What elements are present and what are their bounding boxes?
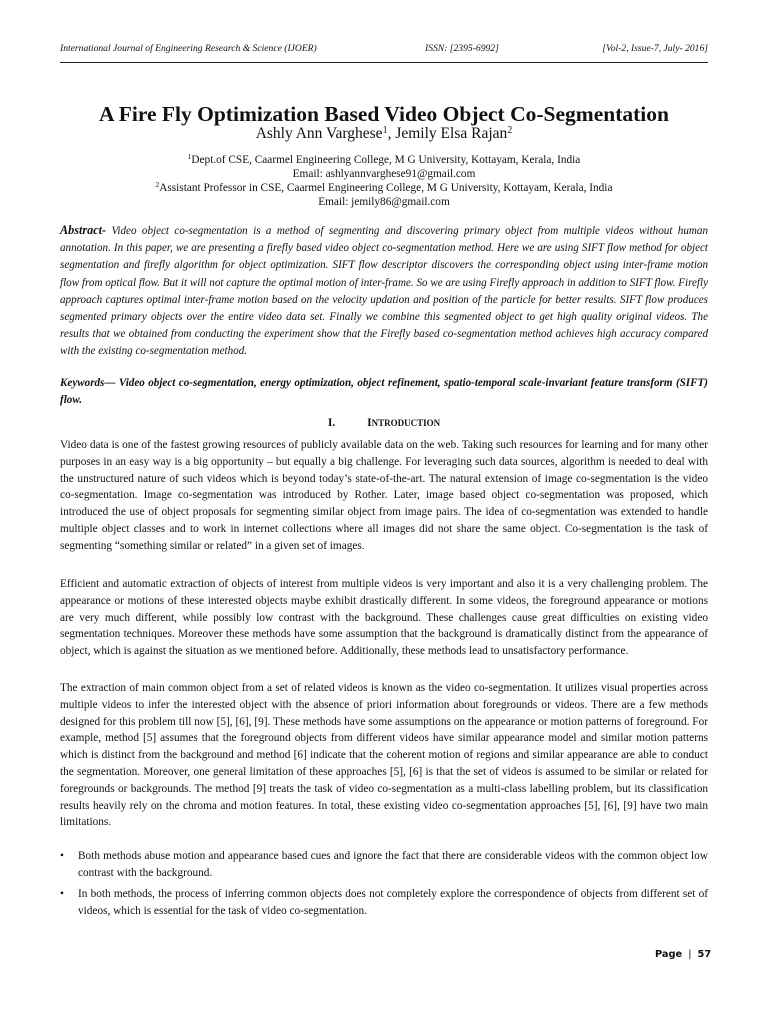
issn: ISSN: [2395-6992] bbox=[425, 43, 499, 54]
affiliation-superscript: 1 bbox=[187, 152, 192, 162]
affiliation-text: Dept.of CSE, Caarmel Engineering College, M G University, Kottayam, Kerala, India bbox=[191, 154, 581, 166]
abstract-text: Video object co-segmentation is a method of segmenting and discovering primary object from multiple videos without human annotation. In this paper, we are presenting a firefly based video object co-segmentation method. Here we are using SIFT flow method for object segmentation and firefly algorithm for object optimization. SIFT flow descriptor discovers the corresponding object using inter-frame motion flow from optical flow. But it will not capture the optimal motion of inter-frame. So we are using Firefly approach in addition to SIFT flow. Firefly approach captures optimal inter-frame motion based on the velocity updation and position of the particle for better results. SIFT flow produces segmented primary objects over the entire video data set. Finally we combine this segmented object to get high quality original videos. The results that we obtained from conducting the experiment show that the Firefly based co-segmentation method achieves high accuracy compared with the existing co-segmentation method. bbox=[60, 225, 708, 358]
section-heading bbox=[60, 417, 708, 429]
section-number: I. bbox=[327, 417, 336, 429]
bullet-item bbox=[60, 886, 708, 920]
author-separator: , bbox=[387, 125, 396, 142]
author-superscript: 2 bbox=[507, 124, 513, 136]
author-line bbox=[60, 124, 708, 144]
volume-issue: [Vol-2, Issue-7, July- 2016] bbox=[602, 43, 708, 54]
email-line bbox=[60, 195, 708, 209]
author-superscript: 1 bbox=[382, 124, 388, 136]
author-name: Jemily Elsa Rajan bbox=[395, 125, 508, 142]
email-line bbox=[60, 167, 708, 181]
page-label: Page bbox=[655, 949, 683, 960]
affiliation-line bbox=[60, 153, 708, 167]
bullet-marker: • bbox=[60, 888, 64, 900]
section-title-initial: I bbox=[367, 417, 372, 429]
bullet-text: In both methods, the process of inferring common objects does not completely explore the correspondence of objects from different set of videos, which is essential for the task of video co-segmentation. bbox=[78, 888, 708, 917]
affiliation-line bbox=[60, 181, 708, 195]
bullet-text: Both methods abuse motion and appearance based cues and ignore the fact that there are considerable videos with the common object low contrast with the background. bbox=[78, 850, 708, 879]
email-text: Email: jemily86@gmail.com bbox=[318, 196, 450, 208]
running-header bbox=[60, 43, 708, 57]
body-paragraph: Video data is one of the fastest growing resources of publicly available data on the web. Taking such resources for learning and for many other purposes in an easy way is a big opportunity – but equally a big challenge. For leveraging such data sources, algorithm is needed to deal with the unstructured nature of such videos which is beyond today’s state-of-the-art. The natural extension of image co-segmentation is the video co-segmentation. Image co-segmentation was introduced by Rother. Later, image based object co-segmentation was proposed, which introduced the use of object proposals for segmenting similar object from image pairs. The idea of co-segmentation was extended to handle multiple object classes and to work in internet collections where all images did not share the same object. Co-segmentation is the task of segmenting “something similar or related” in a given set of images. bbox=[60, 439, 708, 552]
abstract-label: Abstract- bbox=[60, 223, 107, 237]
page-number: 57 bbox=[697, 949, 712, 960]
body-paragraph: The extraction of main common object from a set of related videos is known as the video co-segmentation. It utilizes visual properties across multiple videos to infer the interested object with the absence of priori information about foregrounds or videos. There are a few methods designed for this problem till now [5], [6], [9]. These methods have some assumptions on the appearance or motion patterns of foreground. For example, method [5] assumes that the foreground objects from different videos have similar appearance model and similar motion patterns which is distinct from the background and method [6] indicate that the coherent motion of regions and similar appearance are able to conduct the segmentation. Moreover, one general limitation of these approaches [5], [6] is that the set of videos is assumed to be similar or related for foregrounds or backgrounds. The method [9] treats the task of video co-segmentation as a multi-class labelling problem, but its classification results heavily rely on the chroma and motion features. In total, these existing video co-segmentation approaches [5], [6], [9] have two main limitations. bbox=[60, 682, 708, 829]
footer-separator: | bbox=[688, 949, 692, 960]
section-title-rest: NTRODUCTION bbox=[371, 418, 441, 428]
header-rule bbox=[60, 62, 708, 63]
journal-name: International Journal of Engineering Research & Science (IJOER) bbox=[60, 43, 317, 54]
page-footer bbox=[655, 949, 711, 960]
keywords: Keywords— Video object co-segmentation, energy optimization, object refinement, spatio-temporal scale-invariant feature transform (SIFT) flow. bbox=[60, 377, 708, 406]
affiliation-text: Assistant Professor in CSE, Caarmel Engineering College, M G University, Kottayam, Kerala, India bbox=[159, 182, 613, 194]
bullet-marker: • bbox=[60, 850, 64, 862]
author-name: Ashly Ann Varghese bbox=[255, 125, 383, 142]
paper-title: A Fire Fly Optimization Based Video Object Co-Segmentation bbox=[99, 102, 669, 126]
abstract bbox=[60, 222, 708, 361]
body-paragraph: Efficient and automatic extraction of objects of interest from multiple videos is very important and also it is a very challenging problem. The appearance or motions of these interested objects maybe exhibit drastically different. In some videos, the foreground appearance or motions are very much different, while possibly low contrast with the background. These challenges cause great difficulties on existing video segmentation techniques. Moreover these methods have some assumption that the background is dramatically distinct from the appearance of object, which is against the situation as we mentioned before. Additionally, these methods lead to unsatisfactory performance. bbox=[60, 578, 708, 658]
email-text: Email: ashlyannvarghese91@gmail.com bbox=[292, 168, 476, 180]
affiliation-superscript: 2 bbox=[155, 180, 160, 190]
bullet-item bbox=[60, 848, 708, 882]
